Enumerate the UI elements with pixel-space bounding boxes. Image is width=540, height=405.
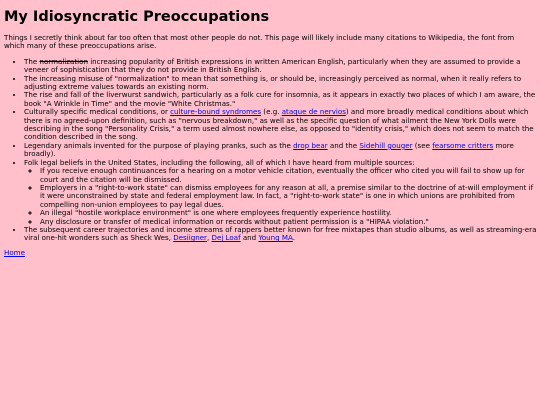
item-text: The subsequent career trajectories and income streams of rappers better known for free mixtapes than studio albums, as well as streaming-era viral one-hit wonders such as Sheck Wes,: [24, 224, 537, 243]
list-item: • The rise and fall of the liverwurst sandwich, particularly as a folk cure for insomnia, as it appears in exactly two places of which I am aware, the book "A Wrinkle in Time" and the movie "White Christmas.": [24, 91, 537, 108]
item-text: and: [240, 233, 259, 243]
item-text: The: [24, 56, 40, 66]
list-item: [24, 58, 537, 75]
sublist-item: ◦ Any disclosure or transfer of medical information or records without patient permission is a "HIPAA violation.": [40, 218, 537, 226]
ataque-de-nervios-link[interactable]: ataque de nervios: [281, 107, 346, 117]
drop-bear-link[interactable]: drop bear: [293, 140, 328, 150]
desiigner-link[interactable]: Desiigner: [173, 233, 207, 243]
sublist-item: ◦ If you receive enough continuances for a hearing on a motor vehicle citation, eventually the officer who cited you will fail to show up for court and the citation will be dismissed.: [40, 167, 537, 184]
item-text: (e.g.: [261, 107, 282, 117]
preoccupation-list: [4, 58, 537, 243]
page-title: My Idiosyncratic Preoccupations: [4, 9, 270, 25]
list-item: • The increasing misuse of "normalization" to mean that something is, or should be, increasingly perceived as normal, when it really refers to adjusting extreme values towards an existing norm.: [24, 75, 537, 92]
item-text: and the: [327, 140, 360, 150]
culture-bound-syndromes-link[interactable]: culture-bound syndromes: [170, 107, 262, 117]
fearsome-critters-link[interactable]: fearsome critters: [432, 140, 494, 150]
list-item: [24, 226, 537, 243]
intro-paragraph: Things I secretly think about far too often that most other people do not. This page will likely include many citations to Wikipedia, the font from which many of these preoccupations arise.: [4, 33, 515, 51]
item-text: .: [292, 233, 296, 243]
sublist-item: ◦ Employers in a "right-to-work state" can dismiss employees for any reason at all, a premise similar to the doctrine of at-will employment if it were unconstrained by state and federal employment law. In fact, a "right-to-work state" is one in which unions are prohibited from compelling non-union employees to pay legal dues.: [40, 184, 537, 209]
item-text: Folk legal beliefs in the United States, including the following, all of which I have heard from multiple sources:: [24, 157, 415, 167]
item-text: increasing popularity of British expressions in written American English, particularly when they are assumed to provide a veneer of sophistication that they do not provide in British English.: [24, 56, 521, 75]
item-text: more broadly).: [24, 140, 514, 159]
item-text: ) and more broadly medical conditions about which there is no agreed-upon definition, such as "nervous breakdown," as well as the specific question of what ailment the New York Dolls were describing in the song "Personality Crisis," a term used almost nowhere else, as opposed to "identity crisis," which does not seem to match the condition described in the song.: [24, 107, 534, 142]
folk-legal-beliefs-sublist: [24, 167, 537, 226]
struck-word: normalization: [39, 56, 88, 66]
sublist-item: ◦ An illegal "hostile workplace environment" is one where employees frequently experience hostility.: [40, 209, 537, 217]
list-item: [24, 142, 537, 159]
young-ma-link[interactable]: Young MA: [258, 233, 293, 243]
home-link[interactable]: Home: [4, 247, 25, 257]
list-item: [24, 159, 537, 226]
item-text: (see: [412, 140, 433, 150]
dej-loaf-link[interactable]: Dej Loaf: [211, 233, 241, 243]
item-text: Legendary animals invented for the purpose of playing pranks, such as the: [24, 140, 294, 150]
list-item: [24, 108, 537, 142]
item-text: ,: [206, 233, 212, 243]
sidehill-gouger-link[interactable]: Sidehill gouger: [359, 140, 413, 150]
item-text: Culturally specific medical conditions, or: [24, 107, 171, 117]
